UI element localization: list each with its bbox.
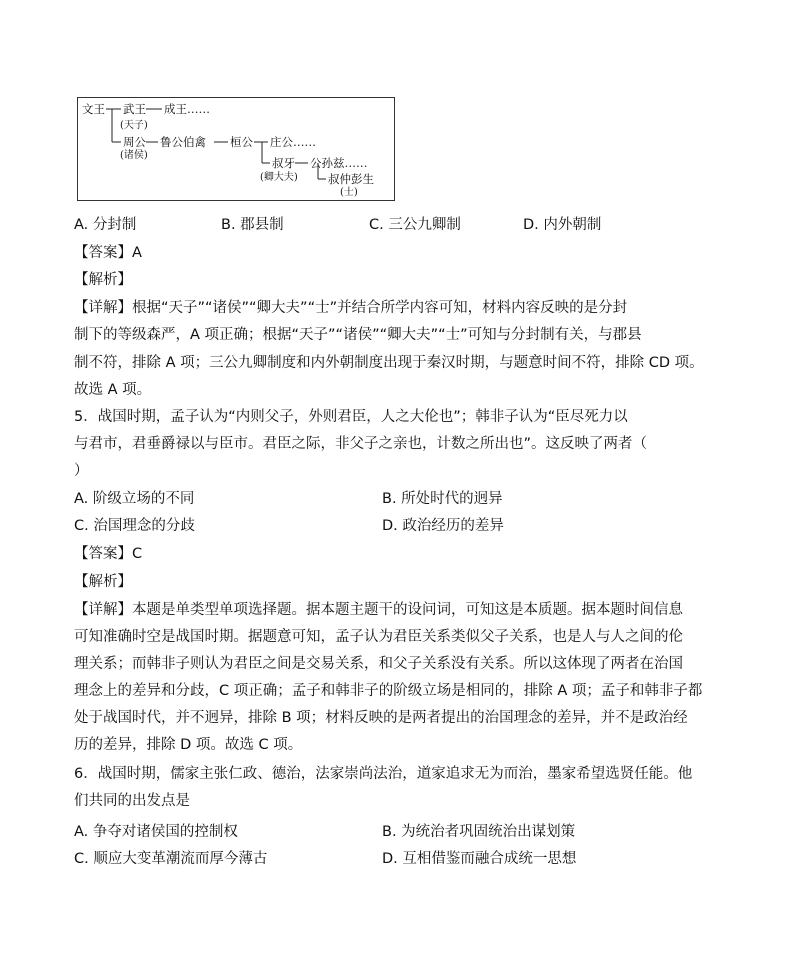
node-gongsunzi: 公孙兹…… <box>310 156 368 170</box>
q6-stem-line: 6．战国时期，儒家主张仁政、德治，法家崇尚法治，道家追求无为而治，墨家希望选贤任能。他 <box>74 766 693 782</box>
q6-option-a: A. 争夺对诸侯国的控制权 <box>74 824 238 840</box>
q6-stem-line: 们共同的出发点是 <box>74 793 190 809</box>
q4-detail-line: 【详解】根据“天子”“诸侯”“卿大夫”“士”并结合所学内容可知，材料内容反映的是分封 <box>74 300 628 316</box>
node-shuya: 叔牙 <box>272 156 295 170</box>
q5-option-d: D. 政治经历的差异 <box>382 518 504 534</box>
q5-option-b: B. 所处时代的迥异 <box>382 491 503 507</box>
q4-detail-line: 制不符，排除 A 项；三公九卿制度和内外朝制度出现于秦汉时期，与题意时间不符，排除 CD 项。 <box>74 355 704 371</box>
q6-option-b: B. 为统治者巩固统治出谋划策 <box>382 824 576 840</box>
node-zhougong: 周公 <box>123 135 146 149</box>
q4-option-a: A. 分封制 <box>74 217 137 233</box>
q5-stem-line: 5．战国时期，孟子认为“内则父子，外则君臣，人之大伦也”；韩非子认为“臣尽死力以 <box>74 409 628 425</box>
node-chengwang: 成王…… <box>164 102 210 116</box>
q6-option-c: C. 顺应大变革潮流而厚今薄古 <box>74 851 268 867</box>
q4-option-c: C. 三公九卿制 <box>369 217 461 233</box>
node-wenwang: 文王 <box>82 102 105 116</box>
label-tianzi: (天子) <box>120 120 148 131</box>
q4-answer <box>74 243 142 263</box>
q5-option-a: A. 阶级立场的不同 <box>74 491 195 507</box>
label-shi: (士) <box>340 187 358 198</box>
q4-option-b: B. 郡县制 <box>221 217 284 233</box>
answer-label: 【答案】 <box>74 245 132 261</box>
q4-option-d: D. 内外朝制 <box>523 217 602 233</box>
q5-detail-line: 可知准确时空是战国时期。据题意可知，孟子认为君臣关系类似父子关系，也是人与人之间的伦 <box>74 629 683 645</box>
label-zhuhou: (诸侯) <box>120 150 148 161</box>
answer-value: A <box>132 245 142 261</box>
node-wuwang: 武王 <box>123 102 146 116</box>
q5-detail-line: 理念上的差异和分歧，C 项正确；孟子和韩非子的阶级立场是相同的，排除 A 项；孟子和韩非子都 <box>74 683 703 699</box>
answer-label: 【答案】 <box>74 546 132 562</box>
node-shuzhong: 叔仲彭生 <box>328 172 374 186</box>
q5-stem-line: ） <box>74 463 89 479</box>
q5-detail-line: 理关系；而韩非子则认为君臣之间是交易关系，和父子关系没有关系。所以这体现了两者在治国 <box>74 656 683 672</box>
family-tree-diagram <box>77 97 395 201</box>
q5-detail-line: 历的差异，排除 D 项。故选 C 项。 <box>74 737 303 753</box>
q5-detail-line: 【详解】本题是单类型单项选择题。据本题主题干的设问词，可知这是本质题。据本题时间信息 <box>74 602 683 618</box>
answer-value: C <box>132 546 143 562</box>
q5-option-c: C. 治国理念的分歧 <box>74 518 195 534</box>
q5-analysis-label: 【解析】 <box>74 574 132 590</box>
q5-detail-line: 处于战国时代，并不迥异，排除 B 项；材料反映的是两者提出的治国理念的差异，并不是政治经 <box>74 710 688 726</box>
q4-detail-line: 故选 A 项。 <box>74 382 152 398</box>
label-qingdafu: (卿大夫) <box>260 172 298 183</box>
node-zhuanggong: 庄公…… <box>270 135 316 149</box>
q4-detail-line: 制下的等级森严，A 项正确；根据“天子”“诸侯”“卿大夫”“士”可知与分封制有关，与郡县 <box>74 327 642 343</box>
q5-answer <box>74 544 142 564</box>
q5-stem-line: 与君市，君垂爵禄以与臣市。君臣之际，非父子之亲也，计数之所出也”。这反映了两者（ <box>74 436 648 452</box>
q6-option-d: D. 互相借鉴而融合成统一思想 <box>382 851 577 867</box>
node-boqin: 鲁公伯禽 <box>160 135 206 149</box>
node-huangong: 桓公 <box>230 135 253 149</box>
q4-analysis-label: 【解析】 <box>74 272 132 288</box>
